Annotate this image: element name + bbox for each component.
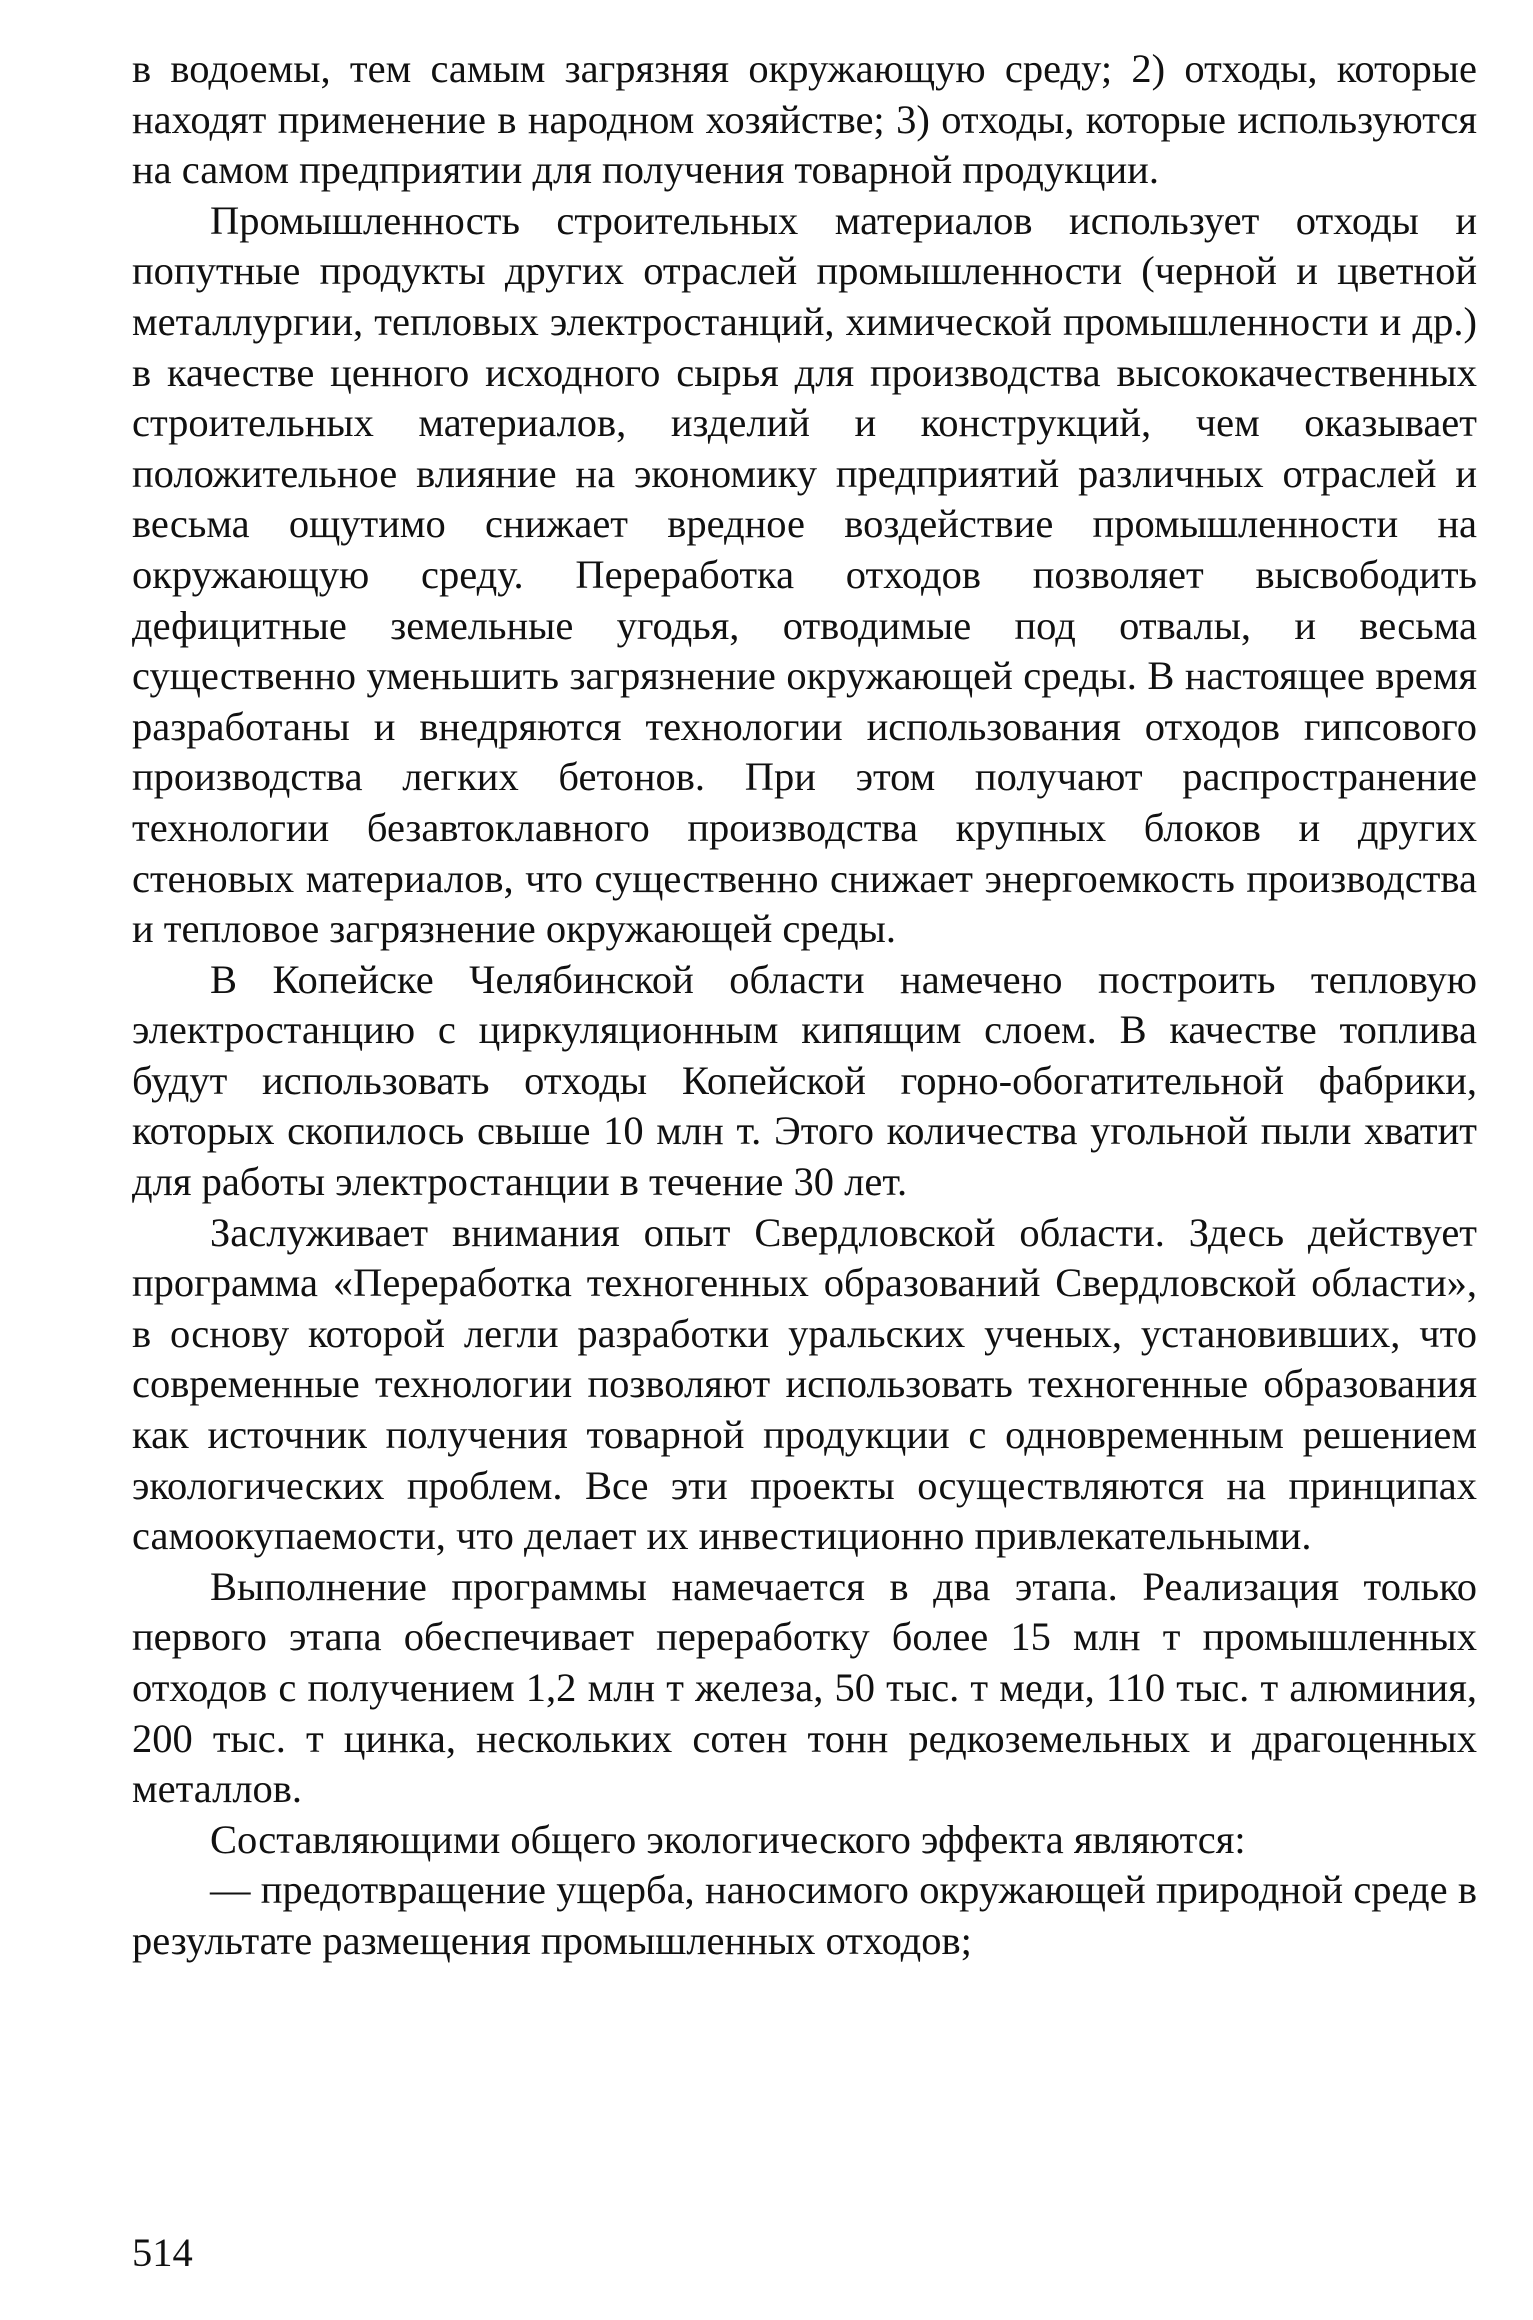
- paragraph-kopeysk: В Копейске Челябинской области намечено построить тепловую электростанцию с циркуляционным кипящим слоем. В качестве топлива будут использовать отходы Копейской горно-обогатительной фабрики, которых скопилось свыше 10 млн т. Этого количества угольной пыли хватит для работы электростанции в течение 30 лет.: [132, 956, 1477, 1205]
- paragraph-program-stages: Выполнение программы намечается в два этапа. Реализация только первого этапа обеспечивает переработку более 15 млн т промышленных отходов с получением 1,2 млн т железа, 50 тыс. т меди, 110 тыс. т алюминия, 200 тыс. т цинка, нескольких сотен тонн редкоземельных и драгоценных металлов.: [132, 1563, 1477, 1812]
- paragraph-sverdlovsk: Заслуживает внимания опыт Свердловской области. Здесь действует программа «Переработка техногенных образований Свердловской области», в основу которой легли разработки уральских ученых, установивших, что современные технологии позволяют использовать техногенные образования как источник получения товарной продукции с одновременным решением экологических проблем. Все эти проекты осуществляются на принципах самоокупаемости, что делает их инвестиционно привлекательными.: [132, 1209, 1477, 1559]
- page-body: [132, 44, 1477, 1967]
- page-number: 514: [132, 2230, 193, 2275]
- paragraph-building-materials: Промышленность строительных материалов использует отходы и попутные продукты других отраслей промышленности (черной и цветной металлургии, тепловых электростанций, химической промышленности и др.) в качестве ценного исходного сырья для производства высококачественных строительных материалов, изделий и конструкций, чем оказывает положительное влияние на экономику предприятий различных отраслей и весьма ощутимо снижает вредное воздействие промышленности на окружающую среду. Переработка отходов позволяет высвободить дефицитные земельные угодья, отводимые под отвалы, и весьма существенно уменьшить загрязнение окружающей среды. В настоящее время разработаны и внедряются технологии использования отходов гипсового производства легких бетонов. При этом получают распространение технологии безавтоклавного производства крупных блоков и других стеновых материалов, что существенно снижает энергоемкость производства и тепловое загрязнение окружающей среды.: [132, 197, 1477, 952]
- paragraph-ecological-effect: Составляющими общего экологического эффекта являются:: [210, 1816, 1246, 1862]
- list-item-damage-prevention: — предотвращение ущерба, наносимого окружающей природной среде в результате размещения промышленных отходов;: [132, 1867, 1477, 1963]
- paragraph-continuation: в водоемы, тем самым загрязняя окружающую среду; 2) отходы, которые находят применение в народном хозяйстве; 3) отходы, которые используются на самом предприятии для получения товарной продукции.: [132, 46, 1477, 193]
